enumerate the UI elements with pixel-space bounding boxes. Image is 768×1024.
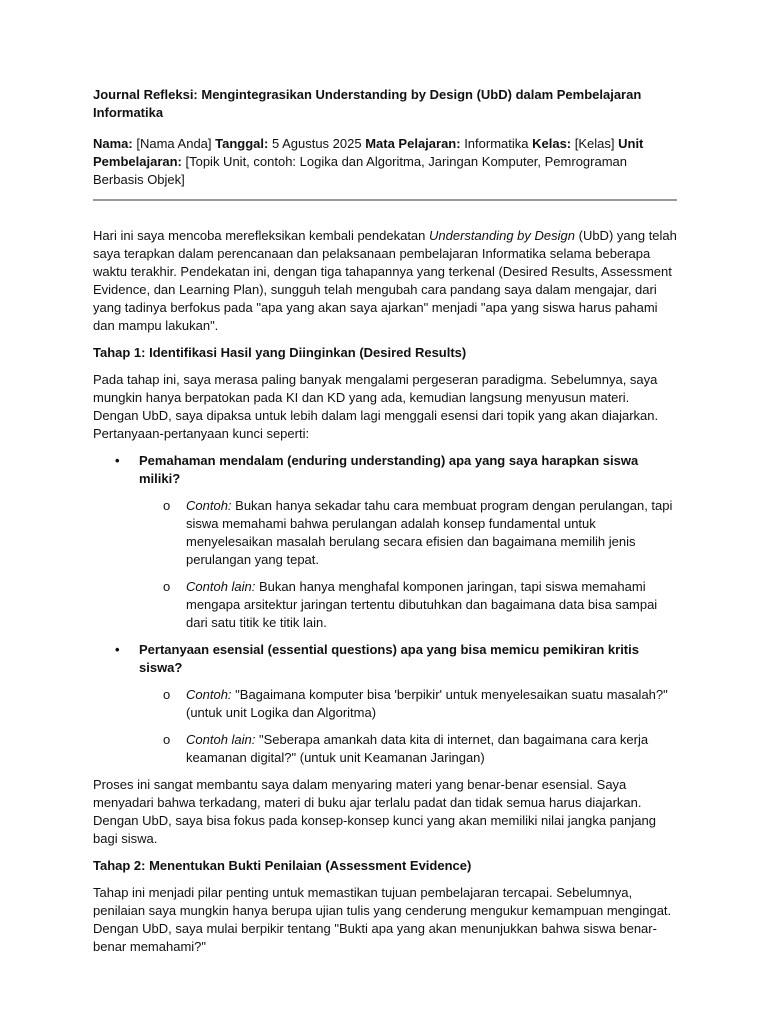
kelas-value: [Kelas] — [571, 136, 619, 151]
bullet-text: Pertanyaan esensial (essential questions) apa yang bisa memicu pemikiran kritis siswa? — [139, 642, 639, 675]
sub-text: "Bagaimana komputer bisa 'berpikir' untuk menyelesaikan suatu masalah?" (untuk unit Logika dan Algoritma) — [186, 687, 668, 720]
nama-label: Nama: — [93, 136, 133, 151]
bullet-item-essential-questions — [93, 641, 677, 767]
sub-label: Contoh lain: — [186, 732, 256, 747]
tanggal-label: Tanggal: — [215, 136, 269, 151]
bullet-item-understanding — [93, 452, 677, 632]
sub-item — [139, 686, 677, 722]
horizontal-divider — [93, 199, 677, 201]
intro-text-1: Hari ini saya mencoba merefleksikan kembali pendekatan — [93, 228, 430, 243]
sub-item — [139, 731, 677, 767]
sub-list — [139, 686, 677, 767]
sub-mark: o — [163, 732, 171, 747]
sub-text: "Seberapa amankah data kita di internet, dan bagaimana cara kerja keamanan digital?" (untuk unit Keamanan Jaringan) — [186, 732, 649, 765]
stage2-paragraph: Tahap ini menjadi pilar penting untuk memastikan tujuan pembelajaran tercapai. Sebelumnya, penilaian saya mungkin hanya berupa ujian tulis yang cenderung mengukur kemampuan mengingat. Dengan UbD, saya mulai berpikir tentang "Bukti apa yang akan menunjukkan bahwa siswa benar-benar memahami?" — [93, 885, 672, 954]
sub-text: Bukan hanya menghafal komponen jaringan, tapi siswa memahami mengapa arsitektur jaringan tertentu dibutuhkan dan bagaimana data bisa sampai dari satu titik ke titik lain. — [186, 579, 658, 630]
sub-mark: o — [163, 579, 171, 594]
sub-mark: o — [163, 498, 171, 513]
stage1-paragraph: Pada tahap ini, saya merasa paling banyak mengalami pergeseran paradigma. Sebelumnya, saya mungkin hanya berpatokan pada KI dan KD yang ada, kemudian langsung menyusun materi. Dengan UbD, saya dipaksa untuk lebih dalam lagi menggali esensi dari topik yang akan diajarkan. Pertanyaan-pertanyaan kunci seperti: — [93, 372, 659, 441]
intro-text-2: (UbD) yang telah saya terapkan dalam perencanaan dan pelaksanaan pembelajaran Informatika selama beberapa waktu terakhir. Pendekatan ini, dengan tiga tahapannya yang terkenal (Desired Results, Assessment Evidence, dan Learning Plan), sungguh telah mengubah cara pandang saya dalam mengajar, dari yang tadinya berfokus pada "apa yang akan saya ajarkan" menjadi "apa yang siswa harus pahami dan mampu lakukan". — [93, 228, 677, 333]
nama-value: [Nama Anda] — [132, 136, 216, 151]
stage1-bullet-list — [93, 452, 677, 767]
mapel-value: Informatika — [460, 136, 533, 151]
sub-label: Contoh: — [186, 687, 232, 702]
unit-label: Unit Pembelajaran: — [93, 136, 644, 169]
document-meta — [93, 135, 677, 189]
bullet-mark: • — [115, 642, 120, 657]
sub-list — [139, 497, 677, 632]
document-title: Journal Refleksi: Mengintegrasikan Understanding by Design (UbD) dalam Pembelajaran Informatika — [93, 87, 642, 120]
sub-item — [139, 578, 677, 632]
document-page — [93, 86, 677, 965]
sub-mark: o — [163, 687, 171, 702]
intro-paragraph — [93, 227, 677, 335]
kelas-label: Kelas: — [532, 136, 572, 151]
stage2-heading: Tahap 2: Menentukan Bukti Penilaian (Assessment Evidence) — [93, 858, 472, 873]
bullet-mark: • — [115, 453, 120, 468]
bullet-text: Pemahaman mendalam (enduring understanding) apa yang saya harapkan siswa miliki? — [139, 453, 639, 486]
stage1-heading: Tahap 1: Identifikasi Hasil yang Diinginkan (Desired Results) — [93, 345, 467, 360]
sub-label: Contoh lain: — [186, 579, 256, 594]
sub-item — [139, 497, 677, 569]
sub-label: Contoh: — [186, 498, 232, 513]
intro-emphasis: Understanding by Design — [429, 228, 575, 243]
unit-value: [Topik Unit, contoh: Logika dan Algoritma, Jaringan Komputer, Pemrograman Berbasis Objek] — [93, 154, 628, 187]
stage1-closing-paragraph: Proses ini sangat membantu saya dalam menyaring materi yang benar-benar esensial. Saya menyadari bahwa terkadang, materi di buku ajar terlalu padat dan tidak semua harus diajarkan. Dengan UbD, saya bisa fokus pada konsep-konsep kunci yang akan memiliki nilai jangka panjang bagi siswa. — [93, 777, 656, 846]
tanggal-value: 5 Agustus 2025 — [268, 136, 366, 151]
sub-text: Bukan hanya sekadar tahu cara membuat program dengan perulangan, tapi siswa memahami bahwa perulangan adalah konsep fundamental untuk menyelesaikan masalah berulang secara efisien dan bagaimana memilih jenis perulangan yang tepat. — [186, 498, 673, 567]
mapel-label: Mata Pelajaran: — [365, 136, 461, 151]
